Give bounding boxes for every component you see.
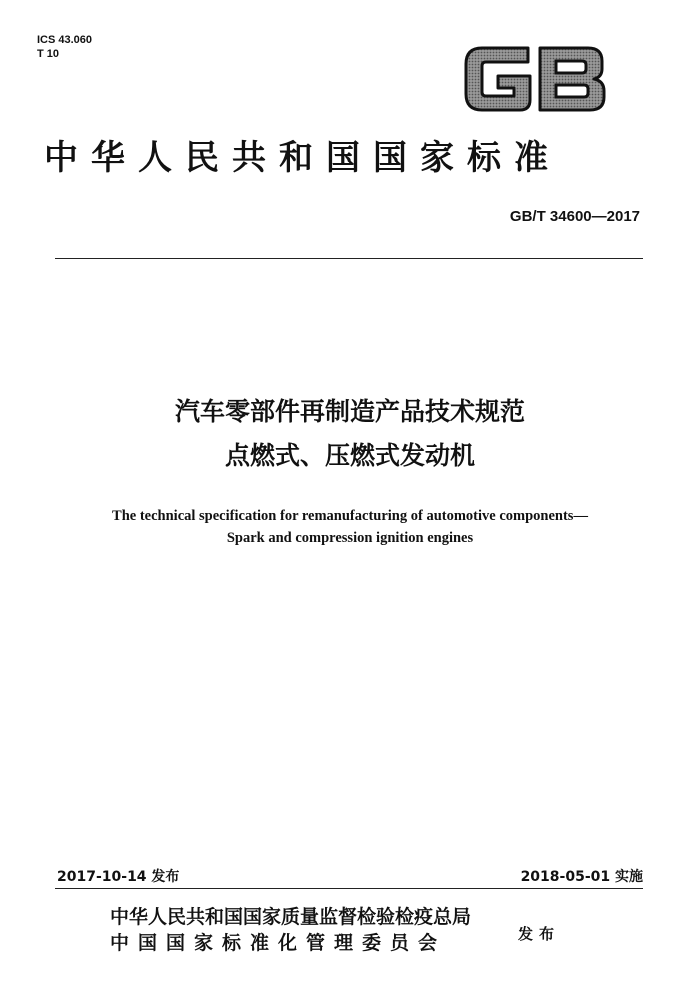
standard-number: GB/T 34600—2017	[509, 208, 640, 225]
footer-divider	[55, 888, 643, 889]
issuer-line1: 中华人民共和国国家质量监督检验检疫总局	[110, 906, 472, 928]
cn-title-line2: 点燃式、压燃式发动机	[224, 441, 475, 470]
class-code: T 10	[37, 48, 60, 60]
ics-code: ICS 43.060	[37, 34, 93, 46]
implementation-date: 2018-05-01 实施	[520, 869, 643, 885]
classification-codes	[37, 33, 92, 61]
cn-title-line1: 汽车零部件再制造产品技术规范	[174, 397, 525, 426]
standard-category-title: 中华人民共和国国家标准	[44, 138, 561, 178]
en-title-line1: The technical specification for remanufacturing of automotive components—	[112, 508, 588, 524]
header-divider	[55, 258, 643, 259]
publish-label: 发布	[518, 925, 561, 943]
en-title-line2: Spark and compression ignition engines	[226, 530, 474, 546]
gb-logo-icon	[462, 42, 608, 116]
issuer-line2: 中国国家标准化管理委员会	[110, 932, 447, 954]
issue-date: 2017-10-14 发布	[57, 869, 180, 885]
